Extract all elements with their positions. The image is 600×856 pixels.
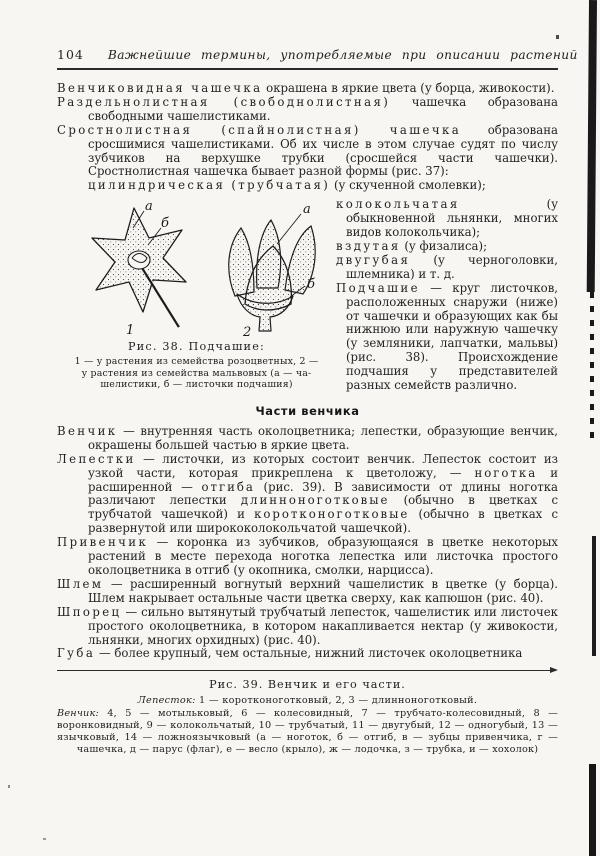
figure-39-caption-title: Рис. 39. Венчик и его части. bbox=[209, 678, 406, 692]
definition-term: Венчиковидная чашечка bbox=[57, 81, 263, 95]
page-number: 104 bbox=[57, 47, 84, 62]
calyx-definitions bbox=[57, 82, 558, 193]
definition-shlem bbox=[57, 578, 558, 606]
definition-term: цилиндрическая (трубчатая) bbox=[88, 178, 331, 193]
definition-privenchik bbox=[57, 536, 558, 578]
figure-label-a-right: а bbox=[303, 202, 311, 218]
scan-edge-artifact bbox=[587, 0, 597, 292]
figure-38-caption-line: у растения из семейства мальвовых (а — ча- bbox=[81, 367, 312, 379]
definition-text: (у физалиса); bbox=[404, 238, 488, 253]
definition-podchashie bbox=[336, 282, 558, 393]
caption-lead-italic: Венчик: bbox=[57, 708, 99, 720]
definition-kolokolchataya bbox=[336, 198, 558, 240]
definition-text: (обычно в цветках с развернутой или ширококолокольчатой чашечкой). bbox=[88, 507, 558, 536]
definition-term: Раздельнолистная (свободнолистная) bbox=[57, 94, 391, 109]
definition-term: Лепестки bbox=[57, 451, 136, 466]
calyx-drawing-malvaceae bbox=[229, 214, 315, 331]
definition-venchikovidnaya bbox=[57, 82, 558, 96]
figure-label-a-left: а bbox=[145, 199, 153, 215]
figure-38-caption bbox=[57, 356, 336, 390]
section-heading: Части венчика bbox=[255, 403, 360, 418]
definition-vzdutaya bbox=[336, 240, 558, 254]
definition-text: окрашена в яркие цвета (у борца, живокости). bbox=[266, 81, 555, 95]
definition-lepestki bbox=[57, 453, 558, 536]
definition-term: Привенчик bbox=[57, 535, 149, 550]
scan-speck bbox=[43, 838, 46, 840]
definition-term: Шпорец bbox=[57, 604, 122, 619]
definition-term: Сростнолистная (спайнолистная) чашечка bbox=[57, 122, 462, 137]
definition-term: колокольчатая bbox=[336, 197, 460, 212]
arrow-right-icon bbox=[550, 667, 558, 673]
figure-label-b-right: б bbox=[307, 277, 315, 293]
corolla-definitions bbox=[57, 425, 558, 661]
figure-label-b-left: б bbox=[161, 216, 169, 232]
definition-srostnolistnaya bbox=[57, 124, 558, 180]
figure-divider-rule bbox=[57, 670, 556, 671]
right-column bbox=[336, 198, 558, 393]
definition-term: Подчашие bbox=[336, 280, 420, 295]
definition-cilindricheskaya bbox=[88, 179, 558, 193]
caption-lead-italic: Лепесток: bbox=[137, 695, 196, 707]
figure-38-caption-title: Рис. 38. Подчашие: bbox=[127, 340, 265, 354]
caption-text: 1 — коротконоготковый, 2, 3 — длинноноготковый. bbox=[195, 695, 478, 707]
definition-term: Венчик bbox=[57, 423, 118, 438]
definition-text: — расширенный вогнутый верхний чашелистик в цветке (у борца). Шлем накрывает остальные части цветка сверху, как капюшон (рис. 40). bbox=[88, 576, 558, 605]
spaced-word: коротконоготковые bbox=[254, 507, 410, 522]
definition-text: — внутренняя часть околоцветника; лепестки, образующие венчик, окрашены большей частью в яркие цвета. bbox=[88, 423, 559, 452]
definition-razdelnolistnaya bbox=[57, 96, 558, 124]
definition-text: (рис. 39). В зависимости от длины ноготка различают лепестки bbox=[88, 479, 558, 508]
figure-number-2: 2 bbox=[243, 325, 252, 339]
scan-edge-artifact bbox=[592, 536, 596, 656]
figure-39-lepestok-line bbox=[57, 695, 558, 706]
definition-term: вздутая bbox=[336, 238, 401, 253]
definition-text: (у скученной смолевки); bbox=[333, 178, 486, 193]
definition-text: чашечка образована свободными чашелистиками. bbox=[88, 94, 558, 123]
definition-text: и расширенной — bbox=[88, 465, 558, 494]
spaced-word: длинноноготковые bbox=[240, 493, 390, 508]
figure-38-caption-line: 1 — у растения из семейства розоцветных, 2 — bbox=[74, 356, 319, 368]
definition-dvugubaya bbox=[336, 254, 558, 282]
figure-38 bbox=[57, 198, 336, 393]
figure-39-venchik-line bbox=[57, 708, 558, 756]
caption-text: 4, 5 — мотыльковый, 6 — колесовидный, 7 — трубчато-колесовидный, 8 — воронковидный, 9 — колокольчатый, 10 — трубчатый, 11 — двугубый, 12 — одногубый, 13 — язычковый, 14 — ложноязычковый (а — ноготок, б — отгиб, в — зубцы привенчика, г — чашечка, д — парус (флаг), е — весло (крыло), ж — лодочка, з — трубка, и — хохолок) bbox=[57, 708, 558, 756]
calyx-drawing-rosaceae bbox=[92, 208, 186, 327]
text-block bbox=[57, 47, 578, 756]
page-header bbox=[57, 47, 578, 70]
definition-text: (у черноголовки, шлемника) и т. д. bbox=[346, 252, 558, 281]
scan-edge-artifact bbox=[590, 292, 594, 444]
definition-text: — коронка из зубчиков, образующаяся в цветке некоторых растений в месте перехода ноготка лепестка или листочка простого околоцветника в отгиб (у окопника, смолки, нарцисса). bbox=[88, 535, 559, 577]
definition-shporec bbox=[57, 606, 558, 648]
scan-speck bbox=[8, 785, 10, 788]
scan-speck bbox=[556, 35, 559, 39]
figure-38-drawing bbox=[57, 198, 336, 338]
definition-text: образована сросшимися чашелистиками. Об их числе в этом случае судят по числу зубчиков на верхушке трубки (сросшейся части чашечки). Сростнолистная чашечка бывает разной формы (рис. 37): bbox=[88, 122, 558, 179]
definition-guba bbox=[57, 647, 558, 661]
definition-term: Губа bbox=[57, 646, 96, 661]
definition-venchik bbox=[57, 425, 558, 453]
spaced-word: отгиба bbox=[201, 479, 255, 494]
definition-text: — более крупный, чем остальные, нижний листочек околоцветника bbox=[98, 646, 523, 661]
definition-term: Шлем bbox=[57, 576, 104, 591]
running-title: Важнейшие термины, употребляемые при описании растений bbox=[107, 48, 578, 62]
definition-text: (обычно в цветках с трубчатой чашечкой) и bbox=[88, 493, 558, 522]
definition-text: — листочки, из которых состоит венчик. Лепесток состоит из узкой части, которая прикреплена к цветоложу, — bbox=[88, 451, 559, 480]
scan-edge-artifact bbox=[589, 764, 596, 856]
figure-38-caption-line: шелистики, б — листочки подчашия) bbox=[100, 379, 293, 391]
definition-text: — сильно вытянутый трубчатый лепесток, чашелистик или листочек простого околоцветника, в котором накапливается нектар (у живокости, льнянки, многих орхидных) (рис. 40). bbox=[88, 604, 558, 647]
definition-text: (у обыкновенной льнянки, многих видов колокольчика); bbox=[346, 197, 558, 240]
figure-number-1: 1 bbox=[126, 323, 135, 339]
definition-term: двугубая bbox=[336, 252, 411, 267]
figure-and-text-row bbox=[57, 198, 558, 393]
spaced-word: ноготка bbox=[474, 465, 538, 480]
definition-text: — круг листочков, расположенных снаружи (ниже) от чашечки и образующих как бы нижнюю или наружную чашечку (у земляники, лапчатки, мальвы) (рис. 38). Происхождение подчашия у представителей разных семейств различно. bbox=[346, 280, 559, 393]
